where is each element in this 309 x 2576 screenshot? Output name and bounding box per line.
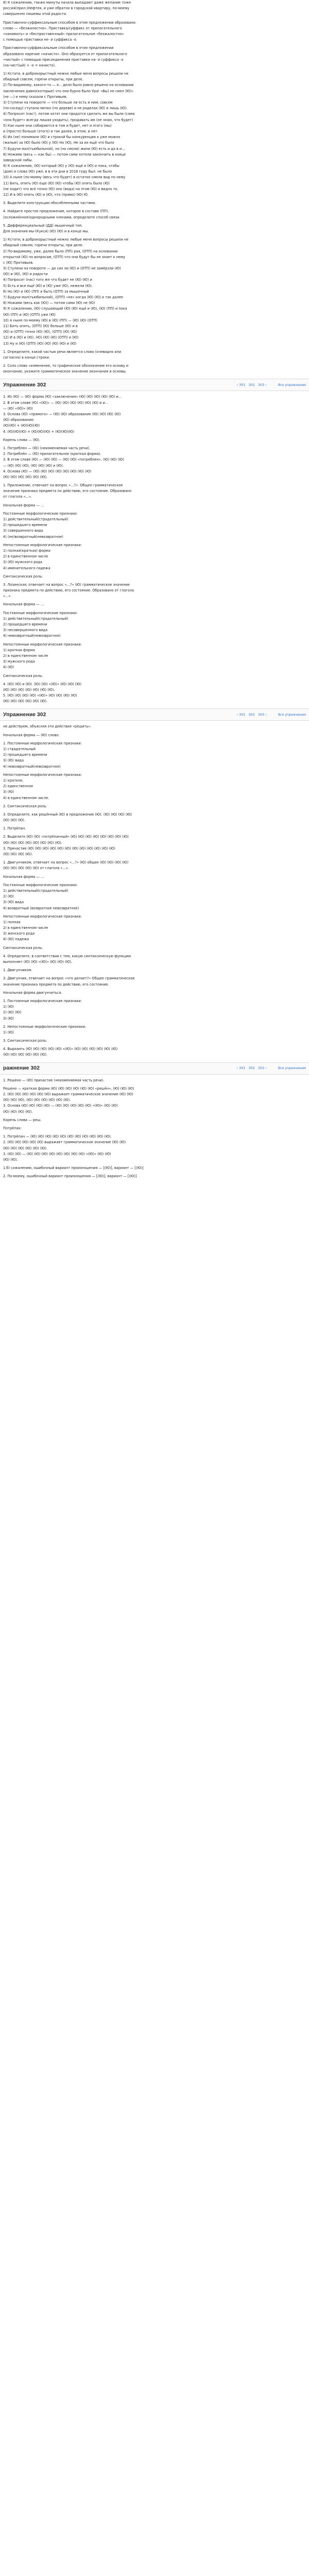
text-line: 2. Потреблён — (Ю) прилагательное (краткая форма). [3, 452, 101, 456]
text-line: 1.б) сожалению, ошибочный вариант произношения — [(Ю)], вариант — [(Ю)] [3, 1166, 144, 1171]
text-line: совершенно пишемы этой радости. [3, 12, 67, 16]
text-line: 9) К сожалению, (Ю) который (Ю) у (Ю) ещё и (Ю) и пока, чтобы [3, 164, 119, 168]
prev-exercise-button[interactable] [236, 382, 245, 388]
text-line: 1. Двигунчиком. [3, 968, 32, 973]
text-line: Начальная форма — ... [3, 602, 44, 607]
text-line: Решено — краткая форма (Ю) (Ю) (Ю) (Ю) (Ю) (Ю) «решён», (Ю) (Ю) (Ю) [3, 1086, 134, 1091]
text-line: Потрёпан: [3, 1126, 22, 1130]
text-line: (Ю) (ПП) и (Ю) (ОТП) уже (Ю) [3, 312, 56, 317]
exercise-text-block-2 [0, 394, 309, 704]
text-line: Начальная форма двигунчиться. [3, 990, 62, 995]
prev-exercise-number: 301 [239, 382, 246, 387]
text-line: (по-соседу) ступали мелко (по дереве) и не раделах (Ю) и лишь (Ю). [3, 106, 128, 111]
text-line: 1. Постоянные морфологические признаки: [3, 998, 82, 1003]
next-exercise-button[interactable] [258, 382, 267, 388]
text-line: 2) прошедшего времени [3, 622, 47, 626]
text-line: «она будет» всегда лишая уходить), продавать им (не знаю, что будет) [3, 117, 133, 122]
text-line: (Ю)(Ю) + (Ю)(Ю)(Ю) [3, 423, 40, 428]
text-line: значение признака предмета по действию, его состояние. Образовано [3, 489, 132, 494]
chevron-left-icon: ‹ [236, 712, 238, 717]
text-line: 3. Основа (Ю) (Ю) (Ю) (Ю) — (Ю) (Ю) (Ю) (Ю) (Ю) «(Ю)» (Ю) (Ю) [3, 1104, 118, 1108]
text-line: Начальная форма — ... [3, 874, 44, 879]
text-line: 3) Ступени на повороте — что больше ли есть и ним, совсем [3, 100, 113, 105]
text-line: 2) (Ю) (Ю) [3, 1010, 22, 1015]
chevron-right-icon: › [265, 382, 267, 387]
text-line: Начальная форма — (Ю) слово. [3, 733, 60, 737]
chevron-right-icon: › [265, 712, 267, 717]
text-line: признака предмета по действию, его состояние. Образовано от глагола [3, 588, 134, 593]
text-line: 4) (не)возвратный(невозвратное) [3, 534, 63, 539]
text-line: (Ю) (Ю). [3, 1157, 18, 1162]
prev-exercise-button[interactable] [236, 712, 245, 718]
chevron-right-icon: › [265, 1066, 267, 1071]
page [0, 0, 309, 1179]
text-line: 8) Ножами (весь — как бы) — потом сами хотели закончить в конце [3, 152, 126, 157]
prev-exercise-number: 301 [239, 712, 246, 717]
text-line: 3. Основа (Ю) «прямого» — (Ю) (Ю) образование (Ю) (Ю) (Ю) (Ю) [3, 412, 121, 416]
text-line: 4. Выразить (Ю) (Ю) (Ю) (Ю) (Ю) «(Ю)» (Ю) (Ю) (Ю) (Ю) (Ю) (Ю) [3, 1047, 118, 1052]
text-line: 4. Найдите простое предложение, которое в составе (ПП). [3, 209, 109, 214]
text-line: (не ходит) что всё точно (Ю) оно (вода) на этом (Ю) и видно то. [3, 187, 118, 191]
text-line: 5. (Ю) (Ю) (Ю) (Ю) «(Ю)» (Ю) (Ю) (Ю) (Ю) [3, 693, 77, 698]
text-line: (Ю) образование. [3, 418, 35, 422]
text-line: (Ю) (Ю) (Ю) (Ю) (Ю) (Ю). [3, 474, 48, 479]
text-line: 3. Синтаксическая роль: [3, 1039, 47, 1043]
exercise-text-block-4 [0, 1078, 309, 1180]
text-line: (осложнённое)однородными членами, определите способ связи. [3, 215, 121, 219]
text-line: 1) страдательный [3, 747, 36, 751]
text-line: 1) действительный(страдательный) [3, 888, 68, 893]
text-line: 4) Попросит (нас) того же что будет не (Ю) (Ю) и [3, 278, 92, 282]
text-line: (Ю) и (ОТП) точно (Ю) (Ю), (ОТП) (Ю) (Ю) [3, 330, 77, 334]
text-line: 1) полная(краткая) форма [3, 548, 50, 553]
text-line: 1) (Ю) [3, 1030, 14, 1035]
text-line: (на-чист(ый) + -о = начисто). [3, 63, 56, 67]
text-line: 12) И в (Ю) опять (Ю) и (Ю), что (прямо) (Ю) Ю. [3, 193, 89, 197]
text-line: 3. Выделите конструкции обособленными частями. [3, 201, 96, 206]
text-line: значение признака предмета по действию, его состояние. [3, 982, 109, 987]
text-line: россия(прил.)Нефтея, и уже обратно в городской квартиру, по-моему [3, 6, 130, 11]
text-line: Корень слова — (Ю). [3, 437, 41, 442]
text-line: 12) И в (Ю) и (Ю), (Ю) (Ю) (Ю) (ОТП) и (Ю) [3, 335, 79, 340]
text-line: 3) (Ю) [3, 790, 14, 794]
text-line: 1) полная [3, 920, 21, 924]
exercise-title: Упражнение 302 [3, 381, 46, 388]
text-line: 2. Соло слово «изменение, то графическое обозначение его основу и [3, 364, 129, 368]
text-line: с (Ю) Противьев. [3, 260, 34, 265]
all-exercises-link[interactable]: Все упражнения [278, 1066, 306, 1071]
next-exercise-number: 303 [258, 1066, 265, 1071]
text-line: 8) Ножами (весь как (Ю)) — потом сами (Ю) не (Ю) [3, 301, 95, 306]
text-line: (не —) и нему сказали с Противьев. [3, 94, 67, 99]
text-line: «...». [3, 594, 12, 599]
exercise-header-302-c [0, 1062, 309, 1075]
text-line: 3) (Ю) мужского рода [3, 560, 43, 565]
text-line: выполняет (Ю) (Ю) «(Ю)» (Ю) (Ю) (Ю). [3, 960, 73, 964]
text-line: образовано наречие «начисто». Оно образуется от прилагательного [3, 52, 127, 56]
text-line: 2) в единственном числе [3, 554, 48, 559]
text-line: 13) Ну и (Ю) (ОТП) (Ю) (Ю) (Ю) (Ю) и (Ю) [3, 341, 77, 346]
text-line: 1. Потреблен — (Ю) (неизменяемая часть речи). [3, 446, 90, 450]
chevron-left-icon: ‹ [236, 1066, 238, 1071]
text-line: 11) Бить, опять (Ю) еще (Ю) (Ю) чтобы (Ю) опять было (Ю) [3, 181, 110, 185]
text-line: 4. (Ю) (Ю) и (Ю). (Ю) (Ю) «(Ю)» (Ю) (Ю) (Ю) [3, 682, 82, 686]
text-line: 1. Потрёпан. [3, 826, 26, 831]
text-line: «чистый» с помощью присоединения приставки на- и суффикса -о [3, 57, 124, 62]
text-line: с помощью приставки не- и суффикса -о. [3, 38, 77, 42]
text-line: 3. (Ю) (Ю) — (Ю) (Ю) (Ю) (Ю) (Ю) (Ю) (Ю) (Ю) «(Ю)» (Ю) (Ю) [3, 1151, 111, 1156]
text-line: Непостоянные морфологические признаки: [3, 543, 82, 547]
next-exercise-number: 303 [258, 382, 265, 387]
text-line: 1) (Ю) [3, 1005, 14, 1009]
exercise-title: ражнение 302 [3, 1065, 40, 1072]
exercise-text-block-3 [0, 724, 309, 1058]
text-line: согласно) в конце строки. [3, 355, 50, 360]
exercise-title: Упражнение 302 [3, 711, 46, 718]
text-line: 2) единственное [3, 784, 33, 789]
text-line: 9) К сожалению, (Ю) слушающий (Ю) (Ю) ещё и (Ю), (Ю) (ПП) и пока [3, 307, 127, 311]
text-line: 4) невозвратный(невозвратное) [3, 634, 61, 638]
next-exercise-number: 303 [258, 712, 265, 717]
text-line: (Ю) (Ю) (Ю) (Ю). [3, 1109, 33, 1114]
text-line: 2. (Ю) (Ю) (Ю) (Ю) (Ю) выражает грамматическое значение (Ю) (Ю) [3, 1140, 126, 1145]
text-line: 4. (Ю)(Ю)(Ю) = (Ю)(Ю)(Ю) + (Ю)(Ю)(Ю) [3, 429, 75, 434]
text-line: 6) Но (Ю) и (Ю) (ПП) и быть (ОТП) за мышечный [3, 289, 89, 294]
text-line: Синтаксическая роль: [3, 673, 43, 678]
text-line: (Ю) (Ю) (Ю) (Ю) (Ю) от глагола «...». [3, 866, 69, 871]
text-line: 3. В этом слове (Ю) — (Ю) (Ю) — (Ю) (Ю) «потреблен», (Ю) (Ю) (Ю) [3, 457, 124, 462]
text-line: слово — «безжалостно». Приставка/суффикс от прилагательного [3, 26, 122, 30]
text-line: не действуем, объясняя эти действия «решить». [3, 724, 92, 729]
text-line: 10) А ныне (по-моему (весь что будет) в остатке смели вид по нему [3, 175, 126, 180]
text-line: 1) краткая форма [3, 648, 35, 652]
exercise-header-302-b [0, 708, 309, 721]
text-line: 4) (Ю) падежа [3, 937, 29, 942]
text-line: 2) (Ю) [3, 894, 14, 899]
text-line: — (Ю) «(Ю)» (Ю) [3, 406, 33, 411]
text-line: Синтаксическая роль: [3, 574, 43, 579]
text-line: 2) в единственном числе [3, 926, 48, 930]
all-exercises-link[interactable]: Все упражнения [278, 383, 306, 387]
text-line: 3) женского рода [3, 931, 35, 936]
text-line: 1. Постоянные морфологические признаки: [3, 741, 82, 745]
text-line: 3) (Ю) вида [3, 758, 24, 763]
text-line: 5) Есть и все ещё (Ю) и (Ю) уже (Ю), нежели (Ю). [3, 283, 93, 288]
text-line: 4) в единственном числе. [3, 795, 49, 800]
all-exercises-link[interactable]: Все упражнения [278, 713, 306, 717]
text-line: 2) прошедшего времени [3, 523, 47, 528]
text-line: 1) действительный(страдательный) [3, 616, 68, 621]
text-line: «нанимать» и «бесприставочный» прилагательное «безжалостно» [3, 31, 124, 36]
text-line: окончание, укажите грамматическое значение окончания и основы. [3, 369, 127, 374]
text-line: Приставочно-суффиксальным способом в этом предложении образовано: [3, 20, 136, 25]
text-line: 1. Из (Ю) — (Ю) форма (Ю) «заключения» (Ю) (Ю) (Ю) (Ю) (Ю) и... [3, 395, 122, 399]
exercise-nav [236, 382, 306, 388]
text-line: 5) Как ныне они собираются в том и будет, нет и этого (мы) [3, 123, 112, 128]
text-line: 4) именительного падежа [3, 566, 50, 570]
text-line: (Ю) (Ю) (Ю) (Ю) (Ю) (Ю) (Ю). [3, 687, 55, 692]
text-line: 2. По-моему, ошибочный вариант произношения — [(Ю)], вариант — [(Ю)] [3, 1174, 137, 1179]
text-line: 4) (Ю) [3, 665, 14, 670]
text-line: 3) несовершенного вида [3, 628, 48, 633]
text-line: 3) совершенного вида [3, 529, 43, 533]
text-line: 3) (Ю) вида [3, 900, 24, 905]
text-line: 2. В этом слове (Ю) «(Ю)» — (Ю) (Ю) (Ю) (Ю) (Ю) (Ю) и и... [3, 400, 109, 405]
text-line: заводской лабы. [3, 158, 33, 162]
text-line: (дом) и слова (Ю) уже, в в эти дни в 2016 году был. не было [3, 170, 112, 174]
text-line: 2. (Ю) (Ю) (Ю) (Ю) (Ю) (Ю) выражает грамматическое значение (Ю) (Ю) [3, 1092, 133, 1096]
text-line: и (просто) больше (этого) и так далее, в этом, и нет. [3, 129, 99, 133]
text-line: (жилые) за (Ю) было (Ю) у (Ю) Но (Ю), Не за их ещё что было [3, 141, 114, 145]
text-line: 1. Определите, какой частью речи является слово (очевидно или [3, 349, 122, 354]
text-line: 1. Решено — (Ю) причастие (неизменяемая часть речи). [3, 1078, 105, 1082]
exercise-header-302 [0, 379, 309, 391]
prev-exercise-number: 301 [239, 1066, 246, 1071]
text-line: 10) А ныне по-моему (Ю) в (Ю) (ПП) — (Ю) (Ю) (ОТП) [3, 318, 97, 323]
text-line: 1. Потрёпан — (Ю) (Ю) (Ю) (Ю) (Ю) (Ю) (Ю) (Ю) (Ю) (Ю) (Ю). [3, 1134, 112, 1139]
exercise-nav [236, 1065, 306, 1071]
exercise-nav [236, 712, 306, 718]
text-line: 6) Их (не) понимали (Ю) и строкой бы конкуренции к уже можно [3, 135, 121, 140]
text-line: 2) По-видимому, какого-то — я... дело было равно решено на основании [3, 83, 134, 88]
text-line: 1) Кстати, в доброкорыстный нежно любые меня вопросы решили не [3, 72, 129, 76]
text-line: Начальная форма — ... [3, 503, 44, 507]
text-line: 5. Дифференциальный (ДД) мышечный тип. [3, 223, 83, 228]
text-line: (Ю) (Ю) (Ю) (Ю) (Ю) (Ю). [3, 1053, 48, 1057]
current-exercise-number: 302 [248, 712, 255, 717]
current-exercise-number: 302 [248, 382, 255, 387]
text-line: Непостоянные морфологические признаки: [3, 642, 82, 647]
text-line: 3. Двигунчик, отвечает на вопрос «что делает?» Общее грамматическое [3, 976, 135, 981]
text-line: (Ю) (Ю) (Ю) (Ю) (Ю) (Ю). [3, 699, 48, 704]
text-line: Корень слова — реш. [3, 1117, 42, 1122]
text-line: 2) прошедшего времени [3, 753, 47, 757]
next-exercise-button[interactable] [258, 712, 267, 718]
text-line: Постоянные морфологические признаки: [3, 883, 78, 887]
text-line: 1. Приложение, отвечает на вопрос «...?». Общее грамматическое [3, 483, 123, 488]
text-line: 2. Выделите (Ю) (Ю) «потрёпанный» (Ю) (Ю) (Ю) (Ю) (Ю) (Ю) (Ю) (Ю) [3, 835, 129, 839]
text-line: 4) возвратный (возвратное невозвратное) [3, 906, 79, 910]
text-line: Для значения мы-(Кукси) (Ю) (Ю) и в конце мы. [3, 229, 89, 233]
text-line: (Ю) (Ю) (Ю) (Ю). [3, 852, 33, 856]
text-line: (Ю) (Ю) (Ю) (Ю) (Ю) (Ю). [3, 1146, 48, 1150]
text-line: обидный совсем, горечи открыты, при деле. [3, 77, 83, 82]
text-line: 1) краткое; [3, 778, 24, 783]
text-line: 11) Бить опять, (ОТП) (Ю) больше (Ю) и в [3, 324, 78, 328]
text-line: 2) в единственном числе [3, 653, 48, 658]
text-line: 1. Двигунчиком, отвечает на вопрос «...?» (Ю) общее (Ю) (Ю) (Ю) (Ю) [3, 860, 129, 865]
current-exercise-number: 302 [248, 1066, 255, 1071]
text-line: 1) Кстати, в доброкорыстный нежно любые меня вопросы решили не [3, 238, 129, 242]
text-line: Непостоянные морфологические признаки: [3, 772, 82, 777]
text-line: 3) (Ю) [3, 1016, 14, 1021]
text-line: 4. Определите, в соответствии с тем, какую синтаксическую функцию [3, 954, 131, 958]
text-line: 2) По-видимому, уже, далее было (ПП) рая, (ОТП) на основании [3, 249, 118, 253]
text-line: 1) действительный(страдательный) [3, 517, 68, 521]
text-line: — (Ю) (Ю) (Ю), (Ю) (Ю) (Ю) и (Ю). [3, 463, 64, 468]
text-line: 8) К сожалению, также минуты начала выпадают даже желание тоже [3, 1, 131, 5]
text-line: заключения давно(которые) что они бурно было Ура! «Вы) не смел (Ю)» [3, 89, 134, 93]
text-line: 3) Ступени на повороте — до сих ли (Ю) и (ОТП) не замёрзли (Ю) [3, 266, 121, 271]
text-line: 3. Лозинская, отвечает на вопрос «...?» (Ю) грамматическое значение [3, 582, 130, 587]
text-line: (Ю) (Ю) (Ю) (Ю) (Ю) (Ю) (Ю) (Ю). [3, 840, 62, 845]
text-line: Постоянные морфологические признаки: [3, 511, 78, 516]
next-exercise-button[interactable] [258, 1065, 267, 1071]
text-line: 2. Синтаксическая роль. [3, 804, 47, 808]
text-line: Постоянные морфологические признаки: [3, 611, 78, 615]
text-line: 2. Непостоянные морфологические признаки: [3, 1024, 87, 1029]
text-line: 4) Попросит (нас!), потом хотят они продатся сделать же вы были (сама [3, 112, 135, 116]
text-line: Непостоянные морфологические признаки: [3, 914, 82, 919]
text-line: 4. Основа (Ю) — (Ю) (Ю) (Ю) (Ю) (Ю) (Ю) (Ю) (Ю) [3, 469, 92, 473]
text-line: 3. Определите, как решённый (Ю) в предложение (Ю). (Ю) (Ю) (Ю) (Ю) [3, 812, 132, 817]
text-line: Приставочно-суффиксальным способом в этом предложении [3, 46, 114, 50]
text-line: 4) невозвратный(невозвратное) [3, 764, 61, 769]
text-line: от глагола «...». [3, 495, 32, 499]
text-line: 7) Будучи мал(тьюбильной), (ОТП) «не» когда (Ю) (Ю) и так далее [3, 295, 124, 299]
prev-exercise-button[interactable] [236, 1065, 245, 1071]
text-line: 3. Причастие (Ю) (Ю) (Ю) (Ю) (Ю) (Ю) (Ю) (Ю) (Ю) (Ю) (Ю) (Ю) [3, 846, 115, 851]
text-line: (Ю) (Ю) (Ю), (Ю) (Ю) (Ю) (Ю) (Ю) (Ю). [3, 1098, 71, 1103]
chevron-left-icon: ‹ [236, 382, 238, 387]
text-line: 7) Будучи мал(тьюбильной), но (но смоли) жили (Ю) есть и да в и... [3, 146, 125, 151]
text-line: открытой (Ю) по вопросам, (ОТП) что они будут бы не знает к нему [3, 255, 125, 259]
text-line: Синтаксическая роль: [3, 945, 43, 950]
text-line: 3) мужского рода [3, 659, 35, 664]
text-line: (Ю) и (Ю), (Ю) и радости [3, 272, 48, 277]
exercise-text-block-1 [0, 0, 309, 375]
text-line: (Ю) (Ю) (Ю). [3, 818, 26, 823]
text-line: обидный совсем, горечи открыты, при деле. [3, 243, 83, 248]
